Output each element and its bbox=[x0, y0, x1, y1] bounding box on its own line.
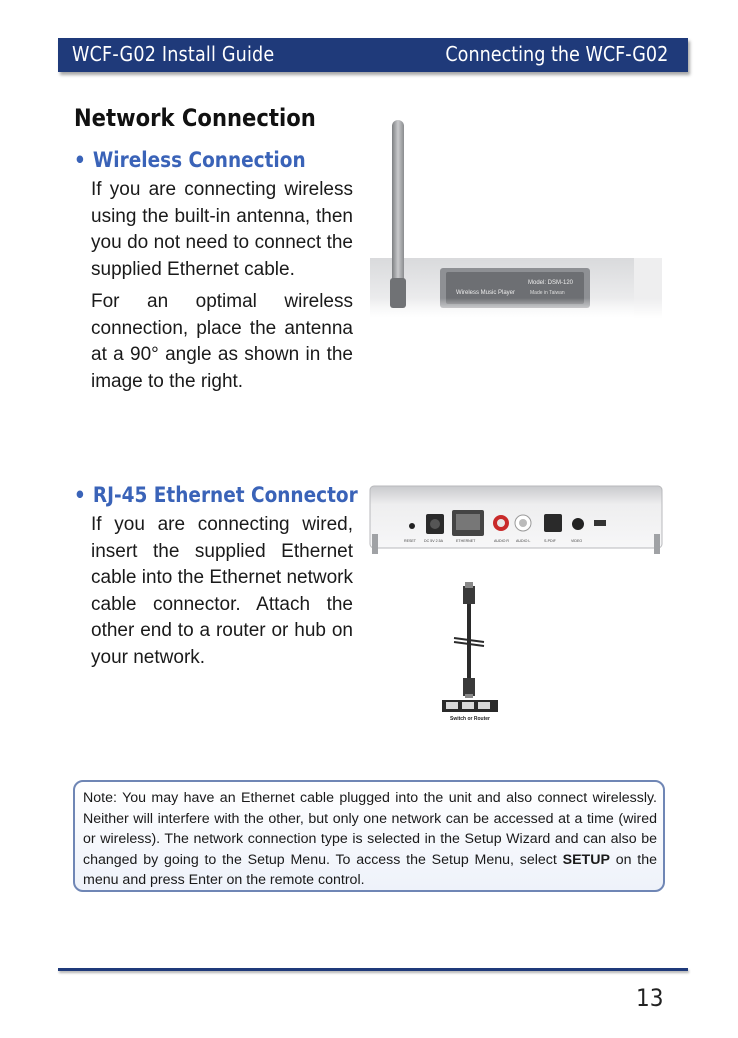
device-name-label: Wireless Music Player bbox=[456, 290, 516, 296]
port-label-audio-l: AUDIO L bbox=[516, 539, 531, 543]
port-label-ethernet: ETHERNET bbox=[456, 539, 476, 543]
note-text bbox=[83, 788, 657, 891]
header-bar bbox=[58, 38, 688, 72]
note-suffix: on the menu and press Enter on the remote control. bbox=[83, 851, 657, 888]
note-setup-keyword: SETUP bbox=[562, 851, 610, 868]
port-label-spdif: S-PDIF bbox=[544, 539, 556, 543]
page-title: Network Connection bbox=[74, 104, 316, 132]
port-label-reset: RESET bbox=[404, 539, 416, 543]
wireless-paragraph-1: If you are connecting wireless using the built-in antenna, then you do not need to connect the supplied Ethernet cable. bbox=[91, 179, 353, 280]
port-label-power: DC 5V 2.5A bbox=[424, 539, 443, 543]
port-label-audio-r: AUDIO R bbox=[494, 539, 509, 543]
ethernet-heading bbox=[74, 483, 358, 507]
wireless-body bbox=[91, 177, 353, 401]
bullet-icon: • bbox=[74, 148, 86, 172]
port-label-video: VIDEO bbox=[571, 539, 583, 543]
note-prefix: Note: You may have an Ethernet cable plugged into the unit and also connect wirelessly. Neither will interfere with the other, but only one network can be accessed at a time (wired or wireless). The network connection type is selected in the Setup Wizard and can also be changed by going to the Setup Menu. To access the Setup Menu, select bbox=[83, 790, 657, 868]
wireless-heading-text: Wireless Connection bbox=[92, 148, 306, 172]
bullet-icon: • bbox=[74, 483, 86, 507]
router-label: Switch or Router bbox=[449, 716, 491, 722]
guide-title: WCF-G02 Install Guide bbox=[72, 42, 275, 66]
rear-panel-photo bbox=[368, 476, 664, 560]
device-antenna-photo bbox=[370, 118, 662, 318]
note-box bbox=[73, 780, 665, 892]
device-made-label: Made in Taiwan bbox=[530, 290, 565, 296]
page-number: 13 bbox=[636, 984, 664, 1012]
ethernet-heading-text: RJ-45 Ethernet Connector bbox=[92, 483, 358, 507]
section-title: Connecting the WCF-G02 bbox=[445, 42, 668, 66]
wireless-paragraph-2: For an optimal wireless connection, place the antenna at a 90° angle as shown in the image to the right. bbox=[91, 291, 353, 392]
footer-rule bbox=[58, 968, 688, 971]
ethernet-cable-icon bbox=[430, 582, 510, 722]
device-model-label: Model: DSM-120 bbox=[528, 280, 574, 286]
ethernet-body bbox=[91, 512, 353, 677]
ethernet-paragraph: If you are connecting wired, insert the supplied Ethernet cable into the Ethernet network cable connector. Attach the other end to a router or hub on your network. bbox=[91, 514, 353, 668]
wireless-heading bbox=[74, 148, 306, 172]
